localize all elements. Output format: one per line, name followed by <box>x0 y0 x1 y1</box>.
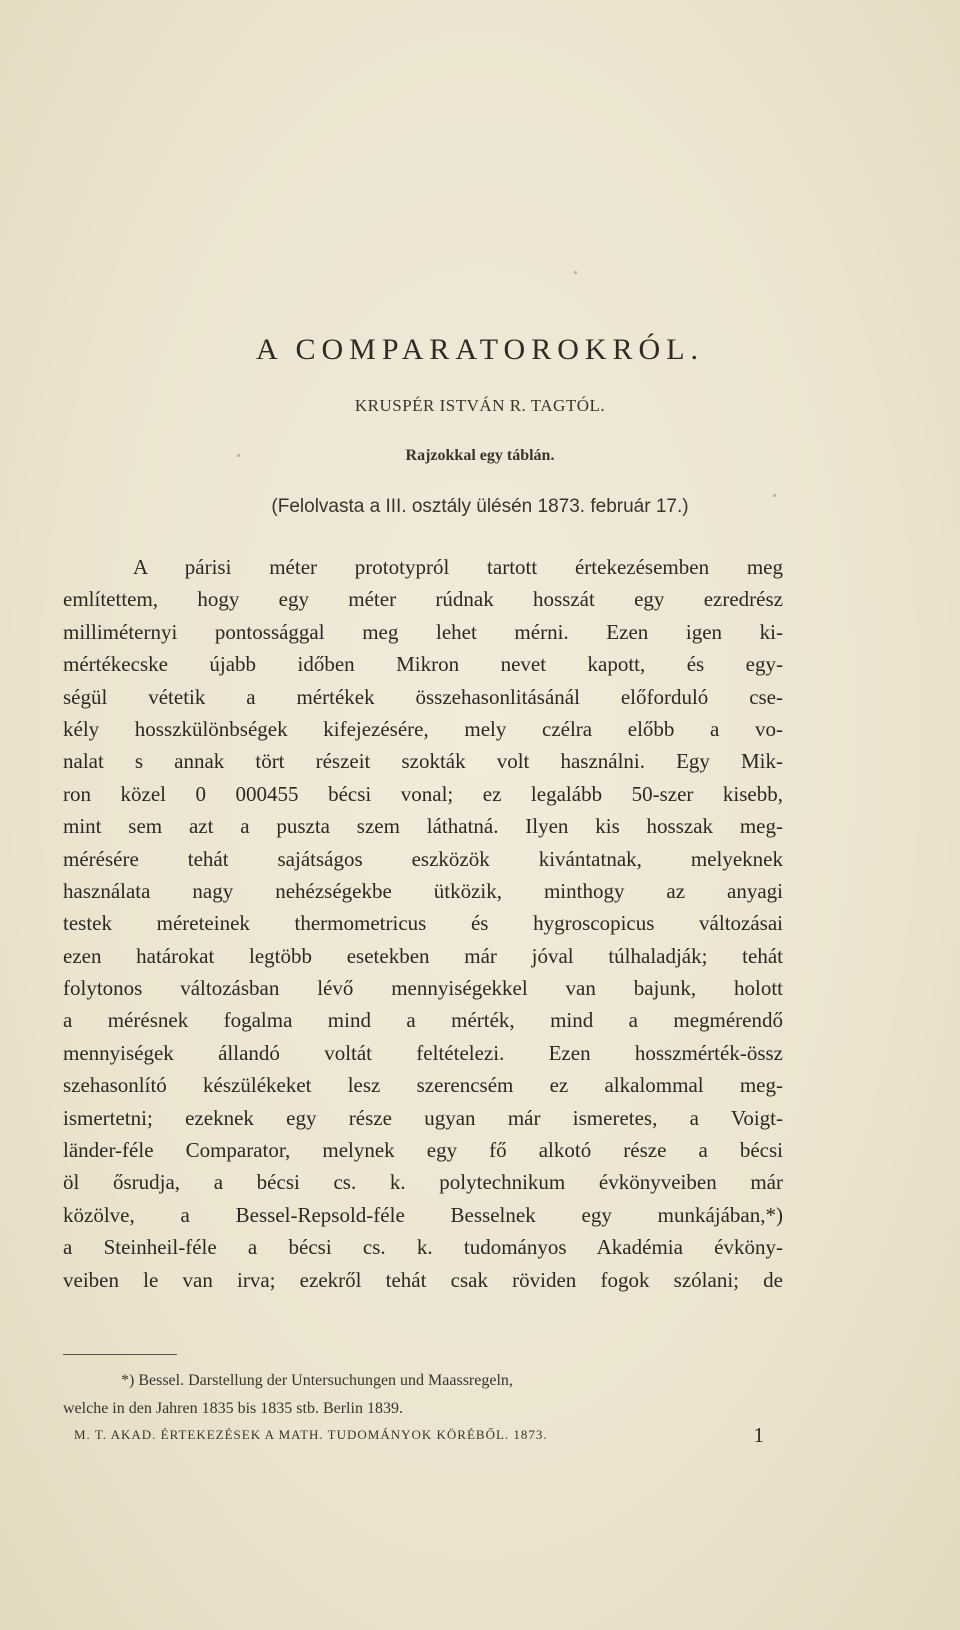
body-line: használata nagy nehézségekbe ütközik, minthogy az anyagi <box>63 878 783 903</box>
page-number: 1 <box>753 1423 764 1447</box>
body-text <box>63 551 783 1296</box>
body-line: szehasonlító készülékeket lesz szerencsém ez alkalommal meg- <box>63 1073 783 1098</box>
body-line: milliméternyi pontossággal meg lehet mérni. Ezen igen ki- <box>63 619 783 644</box>
body-line: ron közel 0 000455 bécsi vonal; ez legalább 50-szer kisebb, <box>63 781 783 806</box>
body-line: testek méreteinek thermometricus és hygroscopicus változásai <box>63 911 783 936</box>
body-line: közölve, a Bessel-Repsold-féle Besselnek egy munkájában,*) <box>63 1202 783 1227</box>
page-footer <box>74 1420 764 1450</box>
body-line: öl ősrudja, a bécsi cs. k. polytechnikum évkönyveiben már <box>63 1170 783 1195</box>
footer-publication: M. T. AKAD. ÉRTEKEZÉSEK A MATH. TUDOMÁNYOK KÖRÉBŐL. 1873. <box>74 1427 548 1442</box>
footnote-line: *) Bessel. Darstellung der Untersuchungen und Maassregeln, <box>121 1372 513 1389</box>
body-line: länder-féle Comparator, melynek egy fő alkotó része a bécsi <box>63 1138 783 1163</box>
body-line: ségül vétetik a mértékek összehasonlitásánál előforduló cse- <box>63 684 783 709</box>
subtitle: Rajzokkal egy táblán. <box>405 447 555 464</box>
body-line: a Steinheil-féle a bécsi cs. k. tudományos Akadémia évköny- <box>63 1235 783 1260</box>
body-line: veiben le van irva; ezekről tehát csak röviden fogok szólani; de <box>63 1267 783 1292</box>
article-title: A COMPARATOROKRÓL. <box>255 333 705 366</box>
body-line: mérésére tehát sajátságos eszközök kivántatnak, melyeknek <box>63 846 783 871</box>
body-line: nalat s annak tört részeit szokták volt használni. Egy Mik- <box>63 749 783 774</box>
body-line: a mérésnek fogalma mind a mérték, mind a megmérendő <box>63 1008 783 1033</box>
body-line: említettem, hogy egy méter rúdnak hosszát egy ezredrész <box>63 587 783 612</box>
body-line: ezen határokat legtöbb esetekben már jóval túlhaladják; tehát <box>63 943 783 968</box>
reading-note: (Felolvasta a III. osztály ülésén 1873. február 17.) <box>271 496 689 517</box>
footnote-line: welche in den Jahren 1835 bis 1835 stb. Berlin 1839. <box>63 1400 403 1417</box>
footnote-divider <box>63 1354 177 1355</box>
body-line: mint sem azt a puszta szem láthatná. Ilyen kis hosszak meg- <box>63 814 783 839</box>
footnote <box>63 1367 783 1423</box>
body-line: ismertetni; ezeknek egy része ugyan már ismeretes, a Voigt- <box>63 1105 783 1130</box>
body-line: A párisi méter prototypról tartott értekezésemben meg <box>133 555 783 579</box>
body-line: mennyiségek állandó voltát feltételezi. Ezen hosszmérték-össz <box>63 1040 783 1065</box>
body-line: mértékecske újabb időben Mikron nevet kapott, és egy- <box>63 652 783 677</box>
body-line: kély hosszkülönbségek kifejezésére, mely czélra előbb a vo- <box>63 716 783 741</box>
paper-speck <box>574 271 577 274</box>
author-line: KRUSPÉR ISTVÁN R. TAGTÓL. <box>354 396 606 415</box>
body-line: folytonos változásban lévő mennyiségekkel van bajunk, holott <box>63 976 783 1001</box>
